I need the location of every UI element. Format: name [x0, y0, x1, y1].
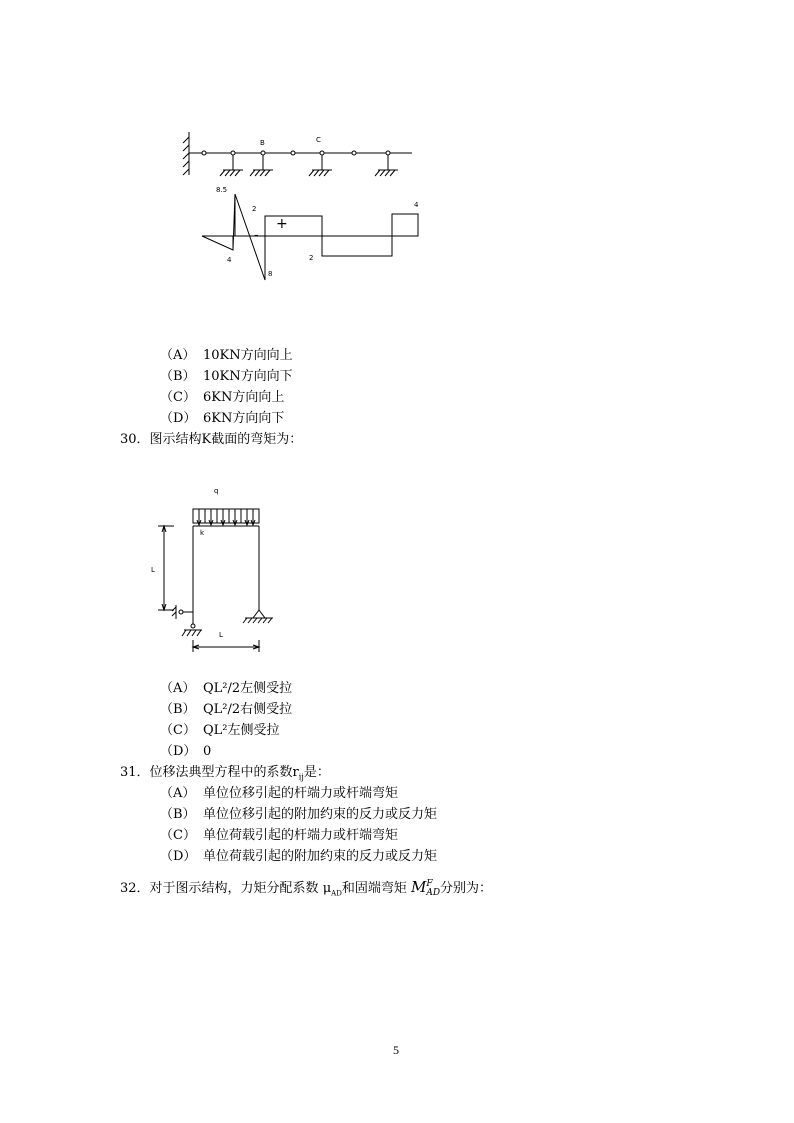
option-letter: （A）	[160, 348, 196, 363]
plus-sign: +	[276, 216, 288, 232]
option-letter: （D）	[160, 849, 197, 864]
moment-value-2-bottom: 2	[309, 254, 314, 262]
q32-m-sup: F	[426, 878, 433, 889]
option-text: QL²左侧受拉	[203, 723, 280, 738]
option-letter: （A）	[160, 786, 196, 801]
q31-question-end: 是：	[303, 765, 330, 780]
minus-sign: -	[254, 228, 259, 243]
option-letter: （B）	[160, 369, 196, 384]
option-letter: （A）	[160, 681, 196, 696]
q32-suffix: 分别为：	[440, 881, 493, 896]
option-letter: （D）	[160, 411, 197, 426]
q32-m: M	[410, 878, 427, 896]
moment-value-8: 8	[268, 270, 273, 278]
q30-option-b	[160, 700, 660, 720]
load-label-q: q	[214, 487, 219, 495]
q31-question-text: 31．位移法典型方程中的系数r	[120, 765, 299, 780]
option-text: 0	[203, 744, 212, 759]
q32-m-sub: AD	[426, 887, 441, 898]
section-label-k: k	[200, 529, 205, 537]
option-text: 6KN方向向上	[203, 390, 285, 405]
q31-subscript: ij	[298, 772, 304, 782]
moment-value-4-right: 4	[414, 201, 419, 209]
label-b: B	[260, 139, 265, 147]
option-letter: （C）	[160, 390, 196, 405]
option-letter: （D）	[160, 744, 197, 759]
height-label-l: L	[151, 566, 155, 574]
option-text: QL²/2右侧受拉	[203, 702, 293, 717]
option-letter: （B）	[160, 807, 196, 822]
q30-question: 30．图示结构K截面的弯矩为：	[120, 432, 303, 447]
q31-option-c	[160, 826, 660, 846]
option-text: 6KN方向向下	[203, 411, 285, 426]
label-c: C	[316, 136, 321, 144]
span-label-l: L	[219, 631, 223, 639]
q31-option-b	[160, 805, 660, 825]
moment-value-2-top: 2	[252, 205, 257, 213]
q31-option-a	[160, 784, 660, 804]
q30-option-c	[160, 721, 660, 741]
page-number: 5	[393, 1043, 399, 1057]
q31-option-d	[160, 847, 660, 867]
option-letter: （C）	[160, 828, 196, 843]
option-text: 单位位移引起的附加约束的反力或反力矩	[203, 807, 438, 822]
q32-middle: 和固端弯矩	[341, 881, 407, 896]
option-text: QL²/2左侧受拉	[203, 681, 293, 696]
option-letter: （C）	[160, 723, 196, 738]
moment-value-8-5: 8.5	[216, 186, 228, 194]
option-text: 单位荷载引起的杆端力或杆端弯矩	[203, 828, 399, 843]
option-text: 10KN方向向上	[203, 348, 293, 363]
q30-option-a	[160, 679, 660, 699]
q32-prefix: 32．对于图示结构，力矩分配系数	[120, 881, 319, 896]
option-text: 10KN方向向下	[203, 369, 293, 384]
q32-question	[120, 877, 492, 904]
moment-value-4-left: 4	[227, 256, 232, 264]
option-letter: （B）	[160, 702, 196, 717]
q32-mu-sub: AD	[331, 889, 342, 898]
option-text: 单位荷载引起的附加约束的反力或反力矩	[203, 849, 438, 864]
q32-mu: μ	[322, 881, 332, 896]
q30-option-d	[160, 742, 660, 762]
option-text: 单位位移引起的杆端力或杆端弯矩	[203, 786, 399, 801]
